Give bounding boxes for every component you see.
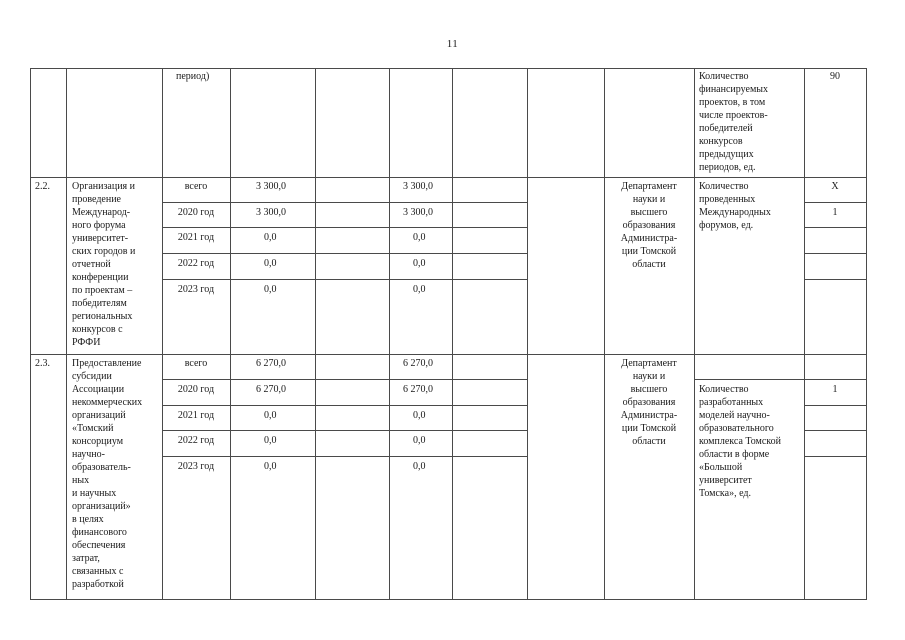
year-label: 2022 год [177,435,215,446]
page-number: 11 [446,38,459,50]
total-amount: 0,0 [264,410,277,421]
event-name-2-2: Организация и проведение Международ- ного форума университет- ских городов и отчетной конференции по проектам – победителям региональных конкурсов с РФФИ [72,181,136,348]
regional-amount: 3 300,0 [403,181,433,192]
total-amount: 0,0 [264,258,277,269]
row-number-2-2: 2.2. [35,181,50,192]
regional-amount: 0,0 [413,410,426,421]
year-label: 2020 год [177,207,215,218]
year-label: 2023 год [177,461,215,472]
year-label: всего [184,181,208,192]
regional-amount: 0,0 [413,232,426,243]
regional-amount: 0,0 [413,435,426,446]
year-label: 2021 год [177,410,215,421]
regional-amount: 6 270,0 [403,358,433,369]
total-amount: 0,0 [264,232,277,243]
total-amount: 0,0 [264,461,277,472]
continued-indicator-value: 90 [830,71,840,82]
event-name-2-3: Предоставление субсидии Ассоциации некоммерческих организаций «Томский консорциум научно- образователь- ных и научных организаций» в целях финансового обеспечения затрат, связанных с разработкой [72,358,143,590]
total-amount: 6 270,0 [256,384,286,395]
total-amount: 6 270,0 [256,358,286,369]
total-amount: 0,0 [264,435,277,446]
indicator-value: 1 [832,207,838,218]
indicator-value: 1 [832,384,838,395]
year-label: 2023 год [177,284,215,295]
period-fragment: период) [176,71,210,82]
total-amount: 3 300,0 [256,181,286,192]
year-label: всего [184,358,208,369]
indicator-value: Х [831,181,839,192]
regional-amount: 3 300,0 [403,207,433,218]
executor-2-2: Департамент науки и высшего образования Администра- ции Томской области [620,181,678,270]
indicator-2-2: Количество проведенных Международных форумов, ед. [699,181,771,231]
regional-amount: 0,0 [413,461,426,472]
row-number-2-3: 2.3. [35,358,50,369]
indicator-2-3: Количество разработанных моделей научно- образовательного комплекса Томской области в форме «Большой университет Томска», ед. [699,384,782,499]
total-amount: 3 300,0 [256,207,286,218]
continued-indicator-text: Количество финансируемых проектов, в том числе проектов- победителей конкурсов предыдущих периодов, ед. [699,71,768,173]
regional-amount: 0,0 [413,284,426,295]
total-amount: 0,0 [264,284,277,295]
year-label: 2021 год [177,232,215,243]
year-label: 2022 год [177,258,215,269]
regional-amount: 0,0 [413,258,426,269]
executor-2-3: Департамент науки и высшего образования Администра- ции Томской области [620,358,678,447]
regional-amount: 6 270,0 [403,384,433,395]
year-label: 2020 год [177,384,215,395]
